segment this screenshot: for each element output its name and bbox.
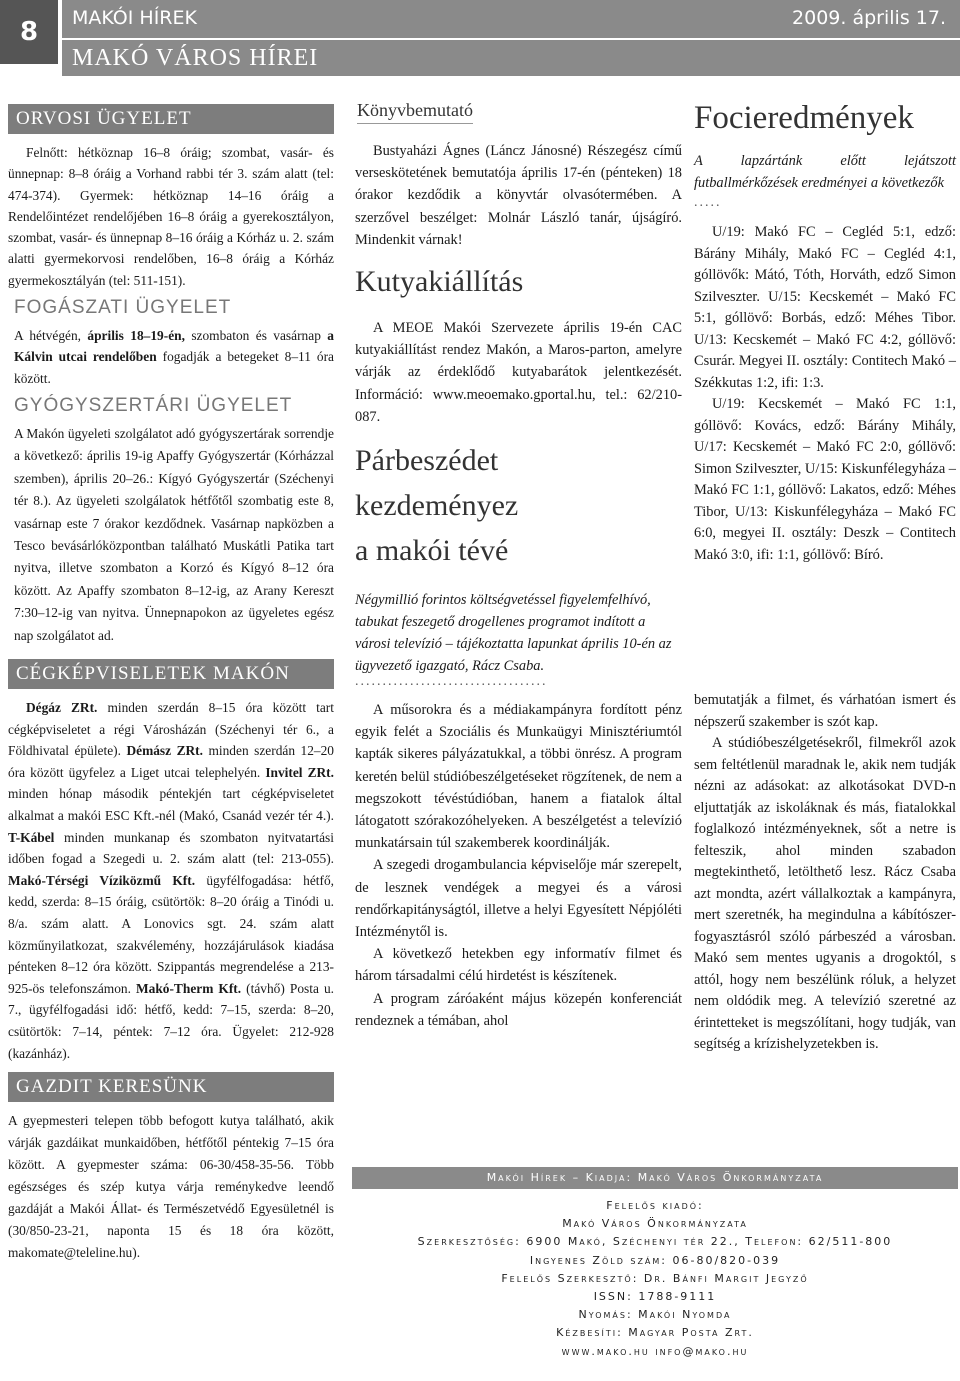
section-title: MAKÓ VÁROS HÍREI [62, 40, 960, 76]
paper-name: MAKÓI HÍREK [72, 7, 197, 29]
header-bar [62, 0, 960, 38]
column-continuation [694, 690, 956, 1056]
parbeszedet-p1: A műsorokra és a médiakampányra fordított pénz egyik felét a Szociális és Munkaügyi Minisztériumtól kapták sikeres pályázatukkal, a többi önrész. A program keretén belül stúdióbeszélgetéseket rögzítenek, de nem a megszokott tévéstúdióban, hanem a fiatalok által látogatott szórakozóhelyeken. A beszélgetést a televízió munkatársain túl szakemberek koordinálják. [355, 702, 682, 852]
imprint-free-number: Ingyenes Zöld szám: 06-80/820-039 [529, 1253, 781, 1267]
imprint-editor: Felelős Szerkesztő: Dr. Bánfi Margit Jegyző [501, 1271, 809, 1285]
gyogyszertari-ugyelet-heading: GYÓGYSZERTÁRI ÜGYELET [14, 394, 293, 416]
orvosi-ugyelet-heading: ORVOSI ÜGYELET [8, 104, 334, 134]
kutyakiallitas-text: A MEOE Makói Szervezete április 19-én CAC kutyakiállítást rendez Makón, a Maros-parton, amelyre várják az érdeklődő kutyabarátok jelentkezését. Információ: www.meoemako.gportal.hu, tel.: 62/210-087. [355, 320, 682, 425]
continuation-p1: bemutatják a filmet, és várhatóan ismert és népszerű szakember is szót kap. [694, 692, 956, 730]
page-number: 8 [0, 0, 58, 64]
gazdit-keresunk-text: A gyepmesteri telepen több befogott kutya található, akik várják gazdáikat munkaidőben, hétfőtől péntekig 7–15 óra között. A gyepmester száma: 06-30/458-35-56. Több egészséges és szép kutya várja reménykedve leendő gazdáját a Makói Állat- és Természetvédő Egyesületnél is (30/850-23-21, naponta 15 és 18 óra között, makomate@teleline.hu). [8, 1113, 334, 1261]
football-divider: ..... [694, 195, 722, 210]
parbeszedet-lead: Négymillió forintos költségvetéssel figyelemfelhívó, tabukat feszegető drogellenes programot indított a városi televízió – tájékoztatta lapunkat április 10-én az ügyvezető igazgató, Rácz Csaba. [355, 592, 672, 675]
gyogyszertari-ugyelet-text: A Makón ügyeleti szolgálatot adó gyógyszertárak sorrendje a következő: április 19-ig Apaffy Gyógyszertár (Kórházzal szemben), április 20–26.: Kígyó Gyógyszertár (Széchenyi tér 8.). Az ügyeleti szolgálatok hétfőtől szombatig este 8, vasárnap este 7 órakor kezdődnek. Vasárnap napközben a Tesco bevásárlóközpontban található Muskátli Patika tart nyitva, illetve szombaton a Korzó és Kígyó 8–12 óra között. Az Apaffy szombaton 8–12-ig, az Arany Kereszt 7:30–12-ig van nyitva. Ünnepnapokon az ügyeletes egész nap szolgálatot ad. [14, 425, 334, 643]
parbeszedet-p4: A program záróaként május közepén konferenciát rendeznek a témában, ahol [355, 990, 682, 1029]
imprint-bar: Makói Hírek – Kiadja: Makó Város Önkormányzata [352, 1167, 958, 1189]
fogaszati-ugyelet-text: A hétvégén, április 18–19-én, szombaton és vasárnap a Kálvin utcai rendelőben fogadják a betegeket 8–11 óra között. [14, 328, 334, 386]
imprint-editorial: Szerkesztőség: 6900 Makó, Széchenyi tér 22., Telefon: 62/511-800 [417, 1235, 893, 1249]
imprint-publisher-label: Felelős kiadó: [606, 1199, 704, 1212]
cegkepviseletek-heading: CÉGKÉPVISELETEK MAKÓN [8, 659, 334, 689]
column-notices [8, 104, 334, 1381]
fogaszati-ugyelet-heading: FOGÁSZATI ÜGYELET [14, 297, 232, 319]
parbeszedet-p2: A szegedi drogambulancia képviselője már szerepelt, de lesznek vendégek a megyei és a városi rendőrkapitányságtól, illetve a helyi Egyesített Népjóléti Intézménytől is. [355, 857, 682, 941]
parbeszedet-p3: A következő hetekben egy informatív filmet és három társadalmi célú hirdetést is készítenek. [355, 946, 682, 985]
konyvbemutato-text: Bustyaházi Ágnes (Láncz Jánosné) Részegész című verseskötetének bemutatója április 17-én (pénteken) 18 órakor kezdődik a könyvtár olvasótermében. A szerzővel beszélget: Molnár László tanár, újságíró. Mindenkit várnak! [355, 143, 682, 248]
continuation-p2: A stúdióbeszélgetésekről, filmekről azok sem feltétlenül maradnak le, akik nem tudják nézni az adásokat: az alkotásokat DVD-n eljuttatják az iskoláknak és más, fiatalokkal foglalkozó intézményeknek, sőt a netre is felteszik, ahol minden szabadon megtekinthető, letölthető lesz. Rácz Csaba azt mondta, azért vállalkoztak a kampányra, mert szeretnék, ha megindulna a kábítószer-fogyasztásról szóló párbeszéd a városban. Makó sem mentes ugyanis a drogoktól, s attól, hogy nem beszélünk róluk, a helyzet nem oldódik meg. A televízió szeretné az érintetteket is megszólítani, hogy tudják, van segítség a krízishelyzetekben is. [694, 735, 956, 1052]
lead-divider: ................................... [355, 674, 548, 690]
football-results-2: U/19: Kecskemét – Makó FC 1:1, góllövő: Kovács, edző: Bárány Mihály, U/17: Kecskemét – Makó FC 2:0, góllövő: Simon Szilveszter, U/15: Kiskunfélegyháza – Makó FC 1:1, góllövő: Lakatos, edző: Méhes Tibor, U/13: Kiskunfélegyháza – Makó FC 6:0, megyei II. osztály: Deszk – Contitech Makó 3:0, ifi: 1:1, góllövő: Bíró. [694, 396, 956, 563]
imprint-issn: ISSN: 1788-9111 [593, 1290, 717, 1304]
konyvbemutato-heading: Könyvbemutató [357, 100, 473, 124]
imprint-printer: Nyomás: Makói Nyomda [578, 1308, 732, 1322]
column-football [694, 100, 956, 566]
orvosi-ugyelet-text: Felnőtt: hétköznap 16–8 óráig; szombat, vasár- és ünnepnap: 8–8 óráig a Vorhand rabbi tér 3. szám alatt (tel: 474-374). Gyermek: hétköznap 14–16 óráig a Rendelőintézet rendelőjében 16–8 óráig a gyerekosztályon, szombat, vasár- és ünnepnap 8–16 óráig a Kórház u. 2. szám alatti gyermekorvosi rendelőben, 16–8 óráig a Kórház gyermekosztályán (tel: 511-151). [8, 145, 334, 288]
imprint-web: www.mako.hu info@mako.hu [561, 1344, 749, 1358]
issue-date: 2009. április 17. [792, 7, 946, 29]
focieredmenyek-heading: Focieredmények [694, 100, 914, 136]
football-results-1: U/19: Makó FC – Cegléd 5:1, edző: Bárány Mihály, Makó FC – Cegléd 4:1, góllövők: Mátó, Tóth, Horváth, edző Simon Szilveszter. U/15: Kecskemét – Makó FC 5:1, góllövő: Borbás, edző: Méhes Tibor. U/13: Kecskemét – Makó FC 4:2, góllövő: Csurár. Megyei II. osztály: Contitech Makó – Székkutas 1:2, ifi: 1:3. [694, 224, 956, 391]
imprint-publisher: Makó Város Önkormányzata [562, 1217, 748, 1231]
cegkepviseletek-text: Dégáz ZRt. minden szerdán 8–15 óra között tart cégképviseletet a régi Városházán (Széchenyi tér 6., a Földhivatal épülete). Démász ZRt. minden szerdán 12–20 óra között ügyfelez a Liget utcai telephelyén. Invitel ZRt. minden hónap második péntekjén tart cégképviseletet alkalmat a makói ESC Kft.-nél (Makó, Csanád vezér tér 4.). T-Kábel minden munkanap és szombaton nyitvatartási időben fogad a Szegedi u. 2. szám alatt (tel: 213-055). Makó-Térségi Víziközmű Kft. ügyfélfogadása: hétfő, kedd, szerda: 8–15 óráig, csütörtök: 8–20 óráig a Tinódi u. 8/a. szám alatt. A Lonovics sgt. 24. szám alatt közműnyilatkozat, szakvélemény, hozzájárulások kiadása pénteken 8–12 óra között. Szippantás megrendelése a 213-925-ös telefonszámon. Makó-Therm Kft. (távhő) Posta u. 7., ügyfélfogadási idő: hétfő, kedd: 7–15, szerda: 8–20, csütörtök: 7–14, péntek: 7–12 óra. Ügyelet: 212-928 (kazánház). [8, 700, 334, 1061]
imprint [352, 1167, 958, 1381]
column-articles [355, 100, 682, 1032]
focieredmenyek-lead: A lapzártánk előtt lejátszott futballmérkőzések eredményei a következők [694, 153, 956, 191]
kutyakiallitas-heading: Kutyakiállítás [355, 265, 524, 299]
gazdit-keresunk-heading: GAZDIT KERESÜNK [8, 1072, 334, 1102]
imprint-delivery: Kézbesíti: Magyar Posta Zrt. [556, 1326, 754, 1340]
parbeszedet-heading: Párbeszédet kezdeményez a makói tévé [355, 444, 519, 568]
